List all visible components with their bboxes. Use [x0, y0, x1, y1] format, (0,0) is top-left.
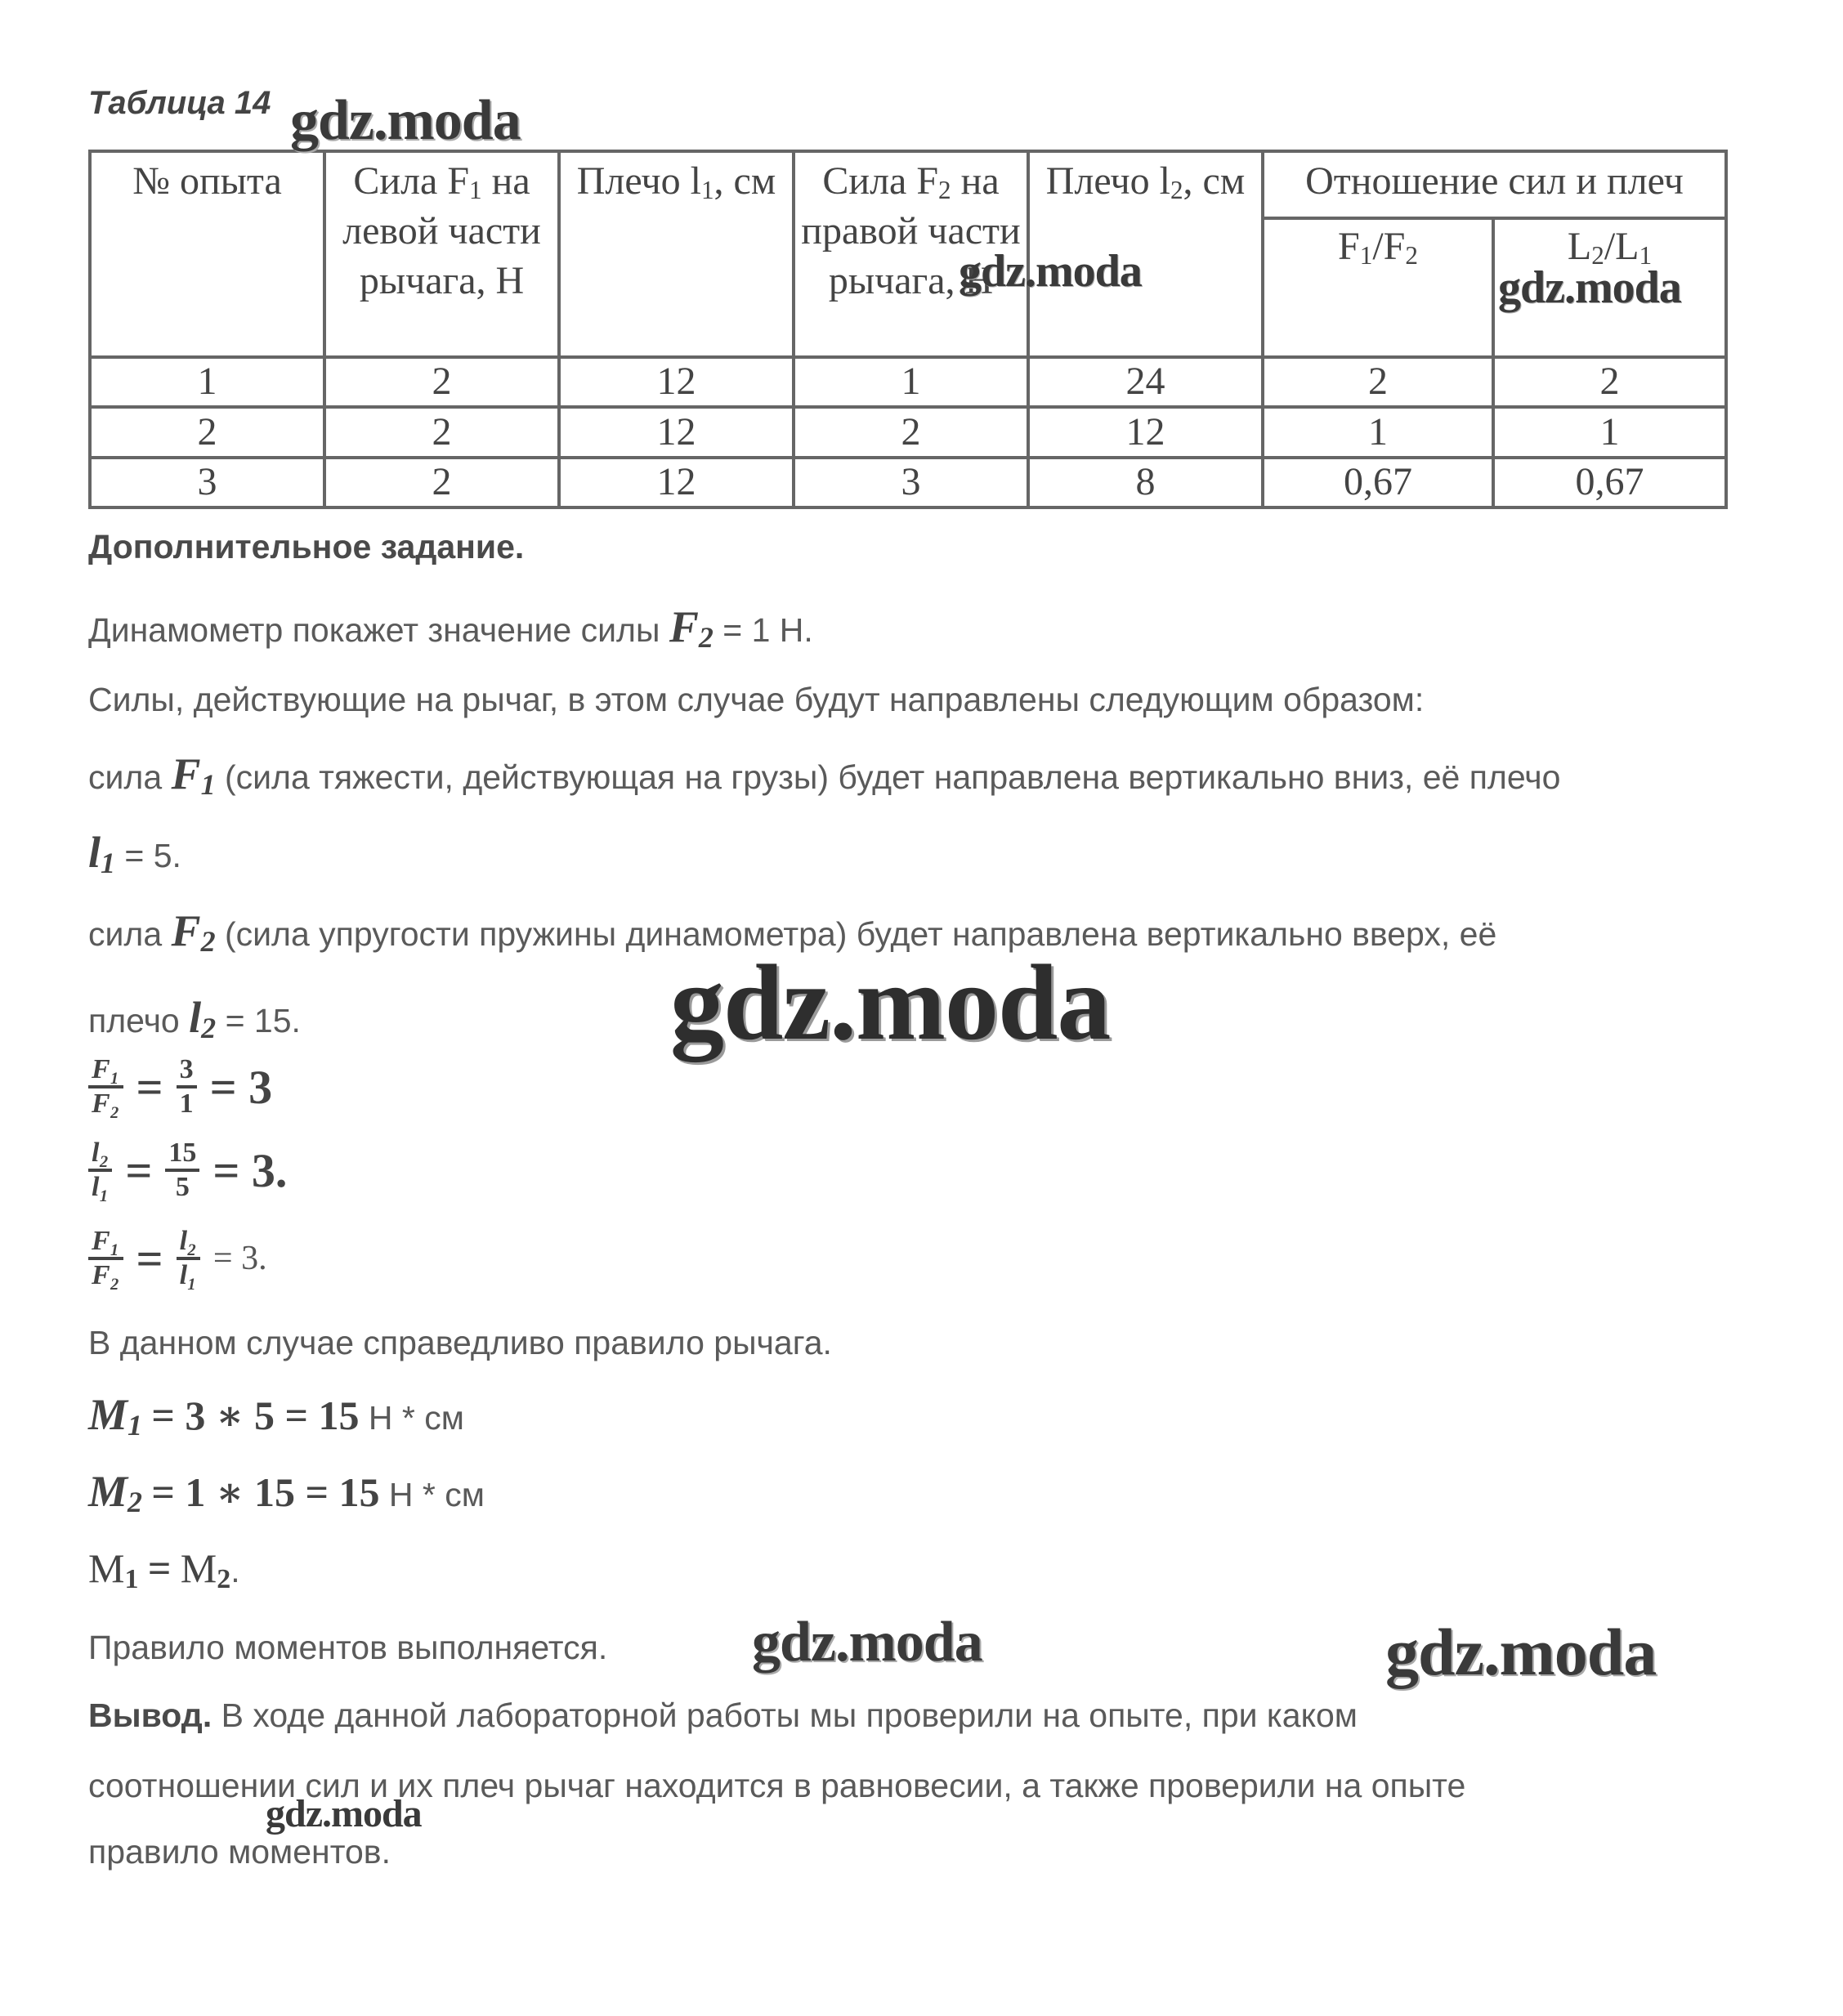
arm-l1-line: $l_1 = 5$. [88, 828, 181, 880]
cell-exp: 2 [90, 407, 324, 457]
force-f2-line: сила $F_2$ (сила упругости пружины динамометра) будет направлена вертикально вверх, её [88, 906, 1497, 959]
conclusion-line-3: правило моментов. [88, 1833, 391, 1871]
cell-f2: 2 [794, 407, 1028, 457]
watermark: gdz.moda [1385, 1615, 1657, 1689]
cell-f2: 1 [794, 357, 1028, 407]
header-arm-left: Плечо $l_1$, см [559, 151, 794, 357]
header-force-right: Сила $F_2$ на правой части рычага, Н [794, 151, 1028, 357]
watermark: gdz.moda [959, 246, 1142, 297]
table-caption: Таблица 14 [88, 85, 271, 121]
header-ratio-arms: $L_2/L_1$ [1493, 218, 1726, 357]
cell-ratio-l: 2 [1493, 357, 1726, 407]
cell-f1: 2 [324, 407, 559, 457]
conclusion-line-2: соотношении сил и их плеч рычаг находится в равновесии, а также проверили на опыте [88, 1767, 1466, 1804]
conclusion-line-1: Вывод. В ходе данной лабораторной работы мы проверили на опыте, при каком [88, 1696, 1358, 1734]
moment-m1: $M_1 = 3$ ∗ 5 = 15 Н * см [88, 1390, 464, 1442]
cell-l2: 8 [1028, 458, 1263, 507]
header-force-left: Сила $F_1$ на левой части рычага, Н [324, 151, 559, 357]
cell-f1: 2 [324, 357, 559, 407]
cell-ratio-f: 0,67 [1263, 458, 1493, 507]
lever-rule-text: В данном случае справедливо правило рычага. [88, 1324, 832, 1361]
table-row [90, 357, 1726, 407]
cell-ratio-f: 2 [1263, 357, 1493, 407]
cell-f2: 3 [794, 458, 1028, 507]
cell-l1: 12 [559, 458, 794, 507]
forces-intro: Силы, действующие на рычаг, в этом случае будут направлены следующим образом: [88, 681, 1425, 718]
cell-ratio-f: 1 [1263, 407, 1493, 457]
moment-equality: $M_1 = M_2$. [88, 1545, 240, 1594]
watermark: gdz.moda [266, 1792, 422, 1835]
watermark: gdz.moda [752, 1611, 982, 1674]
watermark: gdz.moda [670, 942, 1111, 1062]
extra-task-title: Дополнительное задание. [88, 528, 525, 565]
cell-exp: 3 [90, 458, 324, 507]
cell-ratio-l: 1 [1493, 407, 1726, 457]
cell-ratio-l: 0,67 [1493, 458, 1726, 507]
equation-force-ratio: $\frac{\text{F₁}}{\text{F₂}}$ = $\frac{3}{1}$ = 3 [88, 1054, 272, 1120]
header-experiment: № опыта [90, 151, 324, 357]
arm-l2-line: плечо $l_2 = 15$. [88, 993, 301, 1045]
results-table [88, 150, 1728, 509]
header-arm-right: Плечо $l_2$, см [1028, 151, 1263, 357]
table-row [90, 458, 1726, 507]
cell-l1: 12 [559, 407, 794, 457]
header-ratio-forces: $F_1/F_2$ [1263, 218, 1493, 357]
equation-arm-ratio: $\frac{\text{l₂}}{\text{l₁}}$ = $\frac{15}{5}$ = 3. [88, 1138, 287, 1203]
cell-exp: 1 [90, 357, 324, 407]
force-f1-line: сила $F_1$ (сила тяжести, действующая на грузы) будет направлена вертикально вниз, её плечо [88, 749, 1561, 802]
watermark: gdz.moda [290, 89, 521, 152]
table-row [90, 407, 1726, 457]
cell-l2: 24 [1028, 357, 1263, 407]
header-ratio-group: Отношение сил и плеч [1263, 151, 1726, 218]
dynamometer-line: Динамометр покажет значение силы $F_2 = 1$ Н. [88, 602, 813, 655]
equation-equal-ratios: $\frac{\text{F₁}}{\text{F₂}}$ = $\frac{\text{l₂}}{\text{l₁}}$ = 3. [88, 1226, 267, 1291]
cell-f1: 2 [324, 458, 559, 507]
watermark: gdz.moda [1498, 262, 1681, 313]
cell-l2: 12 [1028, 407, 1263, 457]
moment-m2: $M_2 = 1$ ∗ 15 = 15 Н * см [88, 1467, 485, 1519]
cell-l1: 12 [559, 357, 794, 407]
moments-rule-ok: Правило моментов выполняется. [88, 1629, 608, 1666]
